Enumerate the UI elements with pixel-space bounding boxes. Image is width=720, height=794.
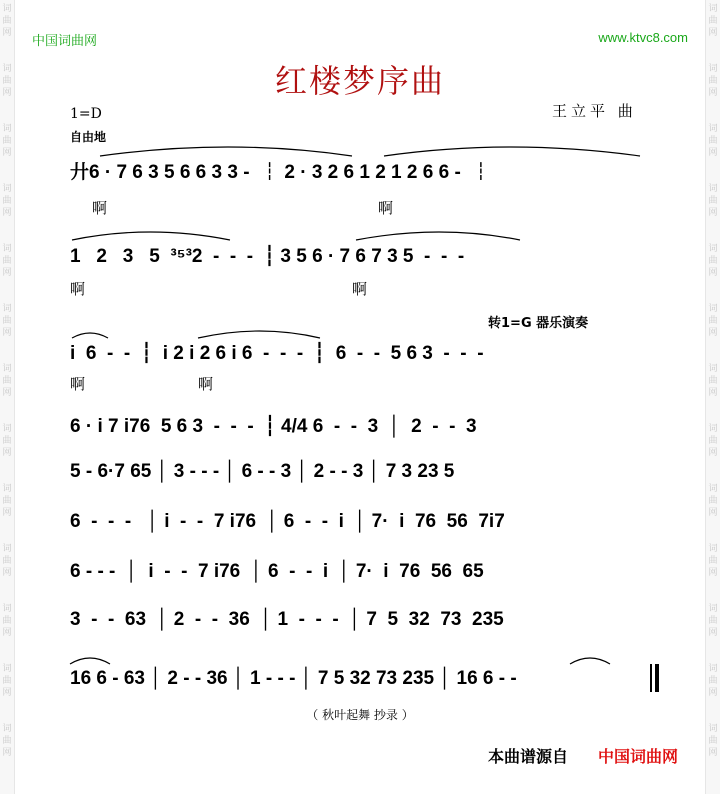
score-line-9: 16 6 - 63 │ 2 - - 36 │ 1 - - - │ 7 5 32 73 235 │ 16 6 - - (70, 668, 517, 689)
watermark-char: 网 (2, 688, 12, 698)
watermark-char: 曲 (2, 316, 12, 326)
watermark-char: 曲 (2, 496, 12, 506)
watermark-char: 曲 (708, 736, 718, 746)
watermark-char: 网 (708, 448, 718, 458)
score-line-5: 5 - 6·7 65 │ 3 - - - │ 6 - - 3 │ 2 - - 3 │ 7 3 23 5 (70, 461, 455, 482)
watermark-char: 曲 (708, 16, 718, 26)
watermark-char: 曲 (2, 616, 12, 626)
score-line-1: 廾6 · 7 6 3 5 6 6 3 3 - ┆ 2 · 3 2 6 1 2 1 2 6 6 - ┆ (70, 162, 491, 183)
watermark-char: 网 (708, 208, 718, 218)
watermark-char: 曲 (2, 136, 12, 146)
watermark-char: 曲 (708, 376, 718, 386)
watermark-char: 网 (708, 148, 718, 158)
site-url[interactable]: www.ktvc8.com (598, 30, 688, 45)
watermark-char: 曲 (708, 556, 718, 566)
watermark-char: 词 (2, 604, 12, 614)
watermark-char: 网 (708, 688, 718, 698)
watermark-char: 词 (2, 424, 12, 434)
watermark-char: 词 (708, 64, 718, 74)
watermark-char: 词 (2, 664, 12, 674)
score-line-8: 3 - - 63 │ 2 - - 36 │ 1 - - - │ 7 5 32 73 235 (70, 609, 504, 630)
watermark-char: 词 (708, 304, 718, 314)
score-line-6: 6 - - - │ i - - 7 i76 │ 6 - - i │ 7· i 76 56 7i7 (70, 511, 505, 532)
source-site-link[interactable]: 中国词曲网 (598, 747, 679, 766)
watermark-char: 曲 (2, 196, 12, 206)
watermark-char: 曲 (2, 76, 12, 86)
modulation-note: 转1=G 器乐演奏 (488, 316, 589, 331)
watermark-char: 词 (2, 4, 12, 14)
watermark-char: 网 (708, 748, 718, 758)
watermark-char: 网 (2, 148, 12, 158)
watermark-char: 词 (2, 544, 12, 554)
watermark-char: 词 (708, 724, 718, 734)
final-barline-thick (655, 664, 659, 692)
watermark-char: 网 (708, 88, 718, 98)
watermark-char: 网 (708, 268, 718, 278)
watermark-char: 网 (2, 328, 12, 338)
watermark-char: 词 (708, 604, 718, 614)
watermark-char: 网 (708, 328, 718, 338)
watermark-char: 词 (2, 364, 12, 374)
watermark-char: 曲 (2, 436, 12, 446)
score-line-4: 6 · i 7 i76 5 6 3 - - - ┆ 4/4 6 - - 3 │ 2 - - 3 (70, 416, 477, 437)
watermark-char: 网 (708, 508, 718, 518)
watermark-char: 词 (708, 424, 718, 434)
watermark-char: 网 (2, 88, 12, 98)
watermark-char: 词 (2, 244, 12, 254)
watermark-char: 曲 (2, 676, 12, 686)
tempo-marking: 自由地 (70, 130, 107, 144)
watermark-char: 曲 (2, 376, 12, 386)
key-signature: 1=D (70, 106, 102, 122)
watermark-char: 网 (2, 448, 12, 458)
final-barline (650, 664, 652, 692)
watermark-char: 曲 (708, 676, 718, 686)
watermark-char: 曲 (708, 136, 718, 146)
transcriber-credit: （ 秋叶起舞 抄录 ） (306, 708, 414, 722)
watermark-char: 曲 (2, 736, 12, 746)
lyric-a-4: 啊 (352, 280, 368, 298)
watermark-char: 曲 (708, 256, 718, 266)
watermark-char: 曲 (708, 76, 718, 86)
watermark-char: 曲 (708, 616, 718, 626)
song-title: 红楼梦序曲 (274, 62, 445, 100)
source-label: 本曲谱源自 (488, 747, 569, 766)
lyric-a-1: 啊 (92, 199, 108, 217)
watermark-char: 词 (2, 124, 12, 134)
watermark-char: 网 (2, 628, 12, 638)
watermark-char: 词 (2, 184, 12, 194)
watermark-char: 曲 (708, 496, 718, 506)
watermark-char: 曲 (2, 556, 12, 566)
watermark-char: 网 (2, 268, 12, 278)
watermark-char: 网 (2, 568, 12, 578)
watermark-char: 词 (2, 724, 12, 734)
watermark-char: 词 (2, 484, 12, 494)
watermark-char: 词 (708, 4, 718, 14)
watermark-char: 词 (708, 244, 718, 254)
watermark-char: 网 (2, 208, 12, 218)
watermark-char: 曲 (708, 196, 718, 206)
score-line-3: i 6 - - ┆ i 2 i 2 6 i 6 - - - ┆ 6 - - 5 6 3 - - - (70, 343, 484, 364)
watermark-char: 词 (2, 304, 12, 314)
site-name-label: 中国词曲网 (32, 34, 98, 49)
lyric-a-5: 啊 (70, 375, 86, 393)
watermark-char: 词 (708, 184, 718, 194)
watermark-char: 网 (708, 388, 718, 398)
watermark-char: 网 (2, 508, 12, 518)
score-line-7: 6 - - - │ i - - 7 i76 │ 6 - - i │ 7· i 76 56 65 (70, 561, 484, 582)
lyric-a-2: 啊 (378, 199, 394, 217)
watermark-char: 网 (708, 628, 718, 638)
watermark-char: 词 (708, 484, 718, 494)
watermark-char: 网 (2, 748, 12, 758)
watermark-char: 曲 (708, 316, 718, 326)
watermark-char: 词 (2, 64, 12, 74)
watermark-char: 曲 (2, 16, 12, 26)
watermark-char: 词 (708, 364, 718, 374)
watermark-char: 网 (708, 28, 718, 38)
lyric-a-6: 啊 (198, 375, 214, 393)
watermark-char: 词 (708, 664, 718, 674)
watermark-char: 曲 (708, 436, 718, 446)
watermark-char: 曲 (2, 256, 12, 266)
score-line-2: 1 2 3 5 ³⁵³2 - - - ┆ 3 5 6 · 7 6 7 3 5 - - - (70, 246, 465, 267)
watermark-char: 网 (2, 28, 12, 38)
composer-credit: 王立平 曲 (552, 102, 637, 120)
watermark-char: 网 (708, 568, 718, 578)
watermark-char: 网 (2, 388, 12, 398)
watermark-char: 词 (708, 124, 718, 134)
watermark-char: 词 (708, 544, 718, 554)
lyric-a-3: 啊 (70, 280, 86, 298)
